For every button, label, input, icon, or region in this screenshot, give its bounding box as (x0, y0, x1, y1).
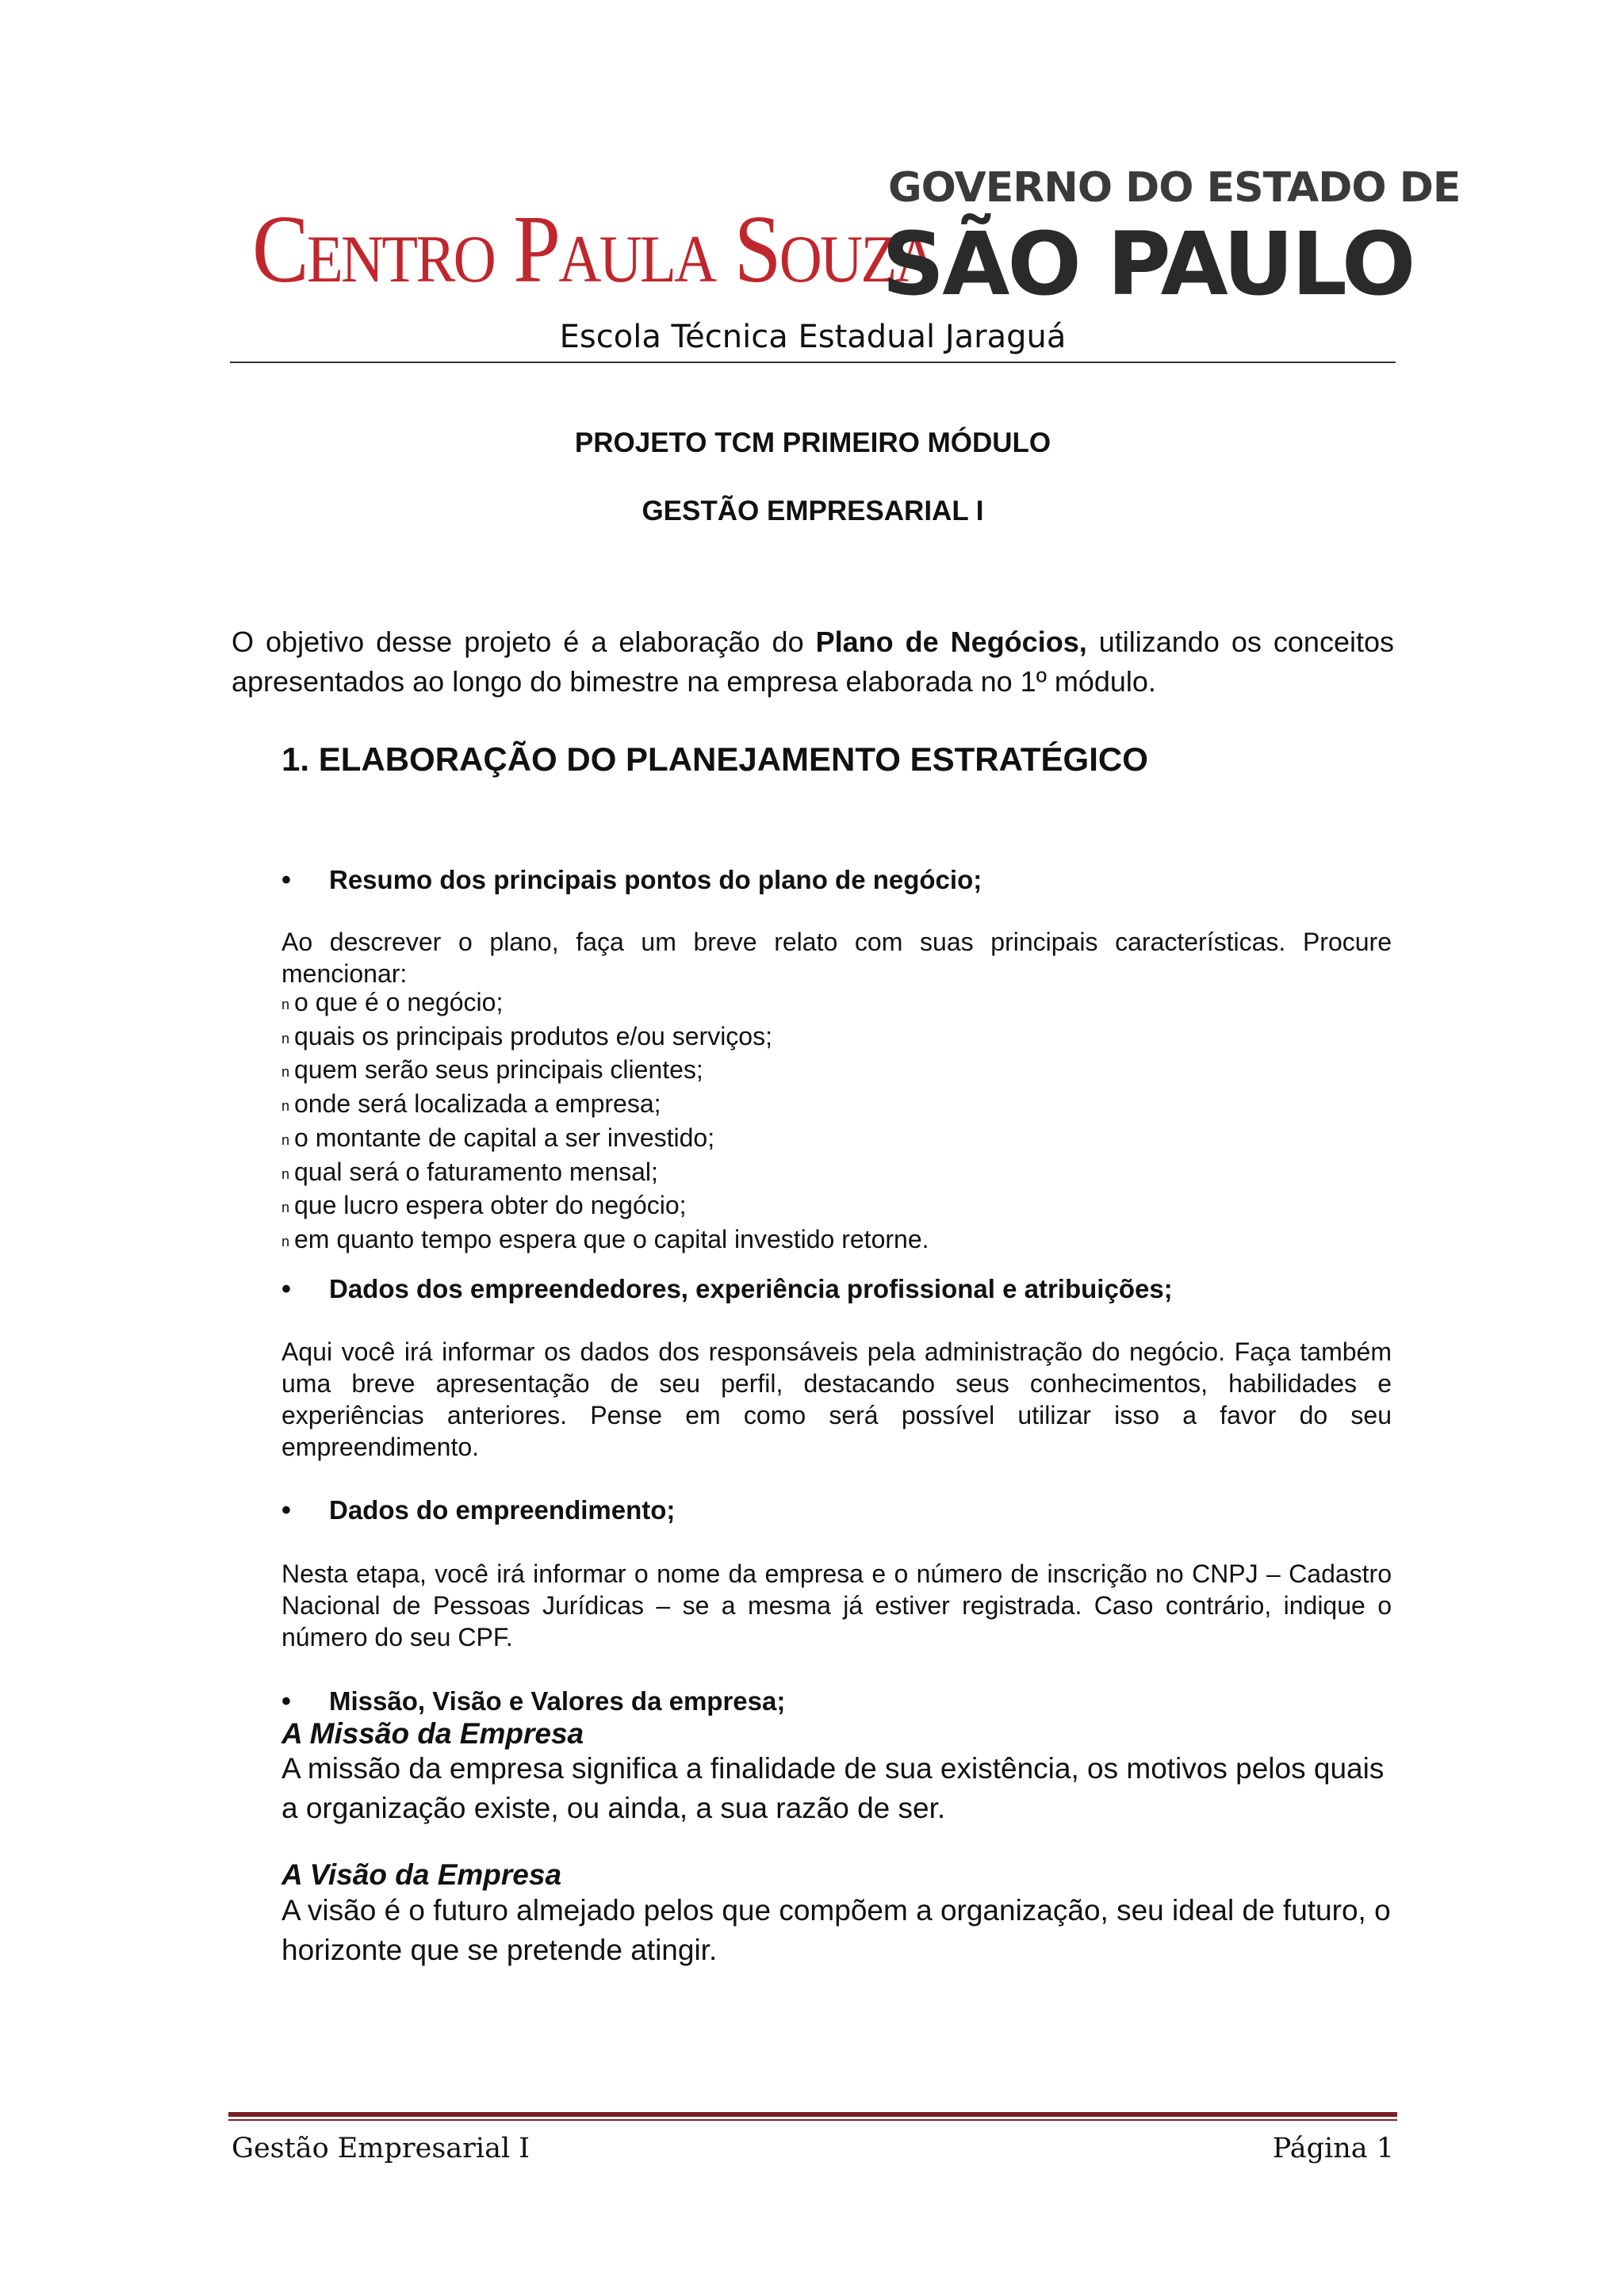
governo-logo-line1: GOVERNO DO ESTADO DE (888, 164, 1461, 212)
intro-paragraph: O objetivo desse projeto é a elaboração do Plano de Negócios, utilizando os conceitos apresentados ao longo do bimestre na empresa elaborada no 1º módulo. (232, 626, 1394, 698)
empreendedores-paragraph: Aqui você irá informar os dados dos responsáveis pela administração do negócio. Faça também uma breve apresentação de seu perfil, destacando seus conhecimentos, habilidades e experiências anteriores. Pense em como será possível utilizar isso a favor do seu empreendimento. (282, 1337, 1392, 1461)
bullet-symbol: • (282, 865, 291, 895)
page-number: Página 1 (1272, 2133, 1394, 2164)
bullet-resumo: • Resumo dos principais pontos do plano de negócio; (282, 863, 1392, 897)
bullet-symbol: • (282, 1274, 291, 1304)
list-item: n onde será localizada a empresa; (282, 1089, 661, 1119)
list-item: n que lucro espera obter do negócio; (282, 1191, 687, 1220)
bullet-missao-visao: • Missão, Visão e Valores da empresa; (282, 1684, 1392, 1719)
list-item: n em quanto tempo espera que o capital investido retorne. (282, 1224, 929, 1253)
bullet-symbol: • (282, 1686, 291, 1716)
list-item: n qual será o faturamento mensal; (282, 1157, 658, 1186)
vision-heading: A Visão da Empresa (282, 1858, 562, 1891)
footer-divider-thick (228, 2112, 1397, 2117)
bullet-symbol: • (282, 1495, 291, 1525)
footer-course-name: Gestão Empresarial I (232, 2133, 530, 2164)
school-name: Escola Técnica Estadual Jaraguá (559, 319, 1067, 355)
mission-heading: A Missão da Empresa (282, 1717, 584, 1750)
header-divider (230, 362, 1396, 363)
vision-paragraph: A visão é o futuro almejado pelos que compõem a organização, seu ideal de futuro, o horizonte que se pretende atingir. (282, 1894, 1391, 1966)
list-item: n o montante de capital a ser investido; (282, 1123, 715, 1152)
bullet-empreendimento: • Dados do empreendimento; (282, 1493, 1392, 1528)
resumo-paragraph: Ao descrever o plano, faça um breve relato com suas principais características. Procure mencionar: (282, 928, 1392, 988)
governo-logo-line2: SÃO PAULO (882, 213, 1414, 315)
list-item: n quem serão seus principais clientes; (282, 1055, 703, 1085)
empreendimento-paragraph: Nesta etapa, você irá informar o nome da empresa e o número de inscrição no CNPJ – Cadastro Nacional de Pessoas Jurídicas – se a mesma já estiver registrada. Caso contrário, indique o número do seu CPF. (282, 1559, 1392, 1651)
resumo-list (282, 987, 1392, 1258)
project-title: PROJETO TCM PRIMEIRO MÓDULO (574, 427, 1051, 458)
bullet-empreendedores: • Dados dos empreendedores, experiência profissional e atribuições; (282, 1272, 1392, 1307)
list-item: n quais os principais produtos e/ou serviços; (282, 1021, 772, 1050)
section-heading: 1. ELABORAÇÃO DO PLANEJAMENTO ESTRATÉGICO (282, 740, 1148, 778)
list-item: n o que é o negócio; (282, 988, 504, 1016)
mission-paragraph: A missão da empresa significa a finalidade de sua existência, os motivos pelos quais a organização existe, ou ainda, a sua razão de ser. (282, 1752, 1385, 1824)
centro-paula-souza-logo: Centro Paula Souza (252, 196, 936, 303)
subject-title: GESTÃO EMPRESARIAL I (642, 496, 984, 526)
footer-divider-thin (228, 2119, 1397, 2121)
